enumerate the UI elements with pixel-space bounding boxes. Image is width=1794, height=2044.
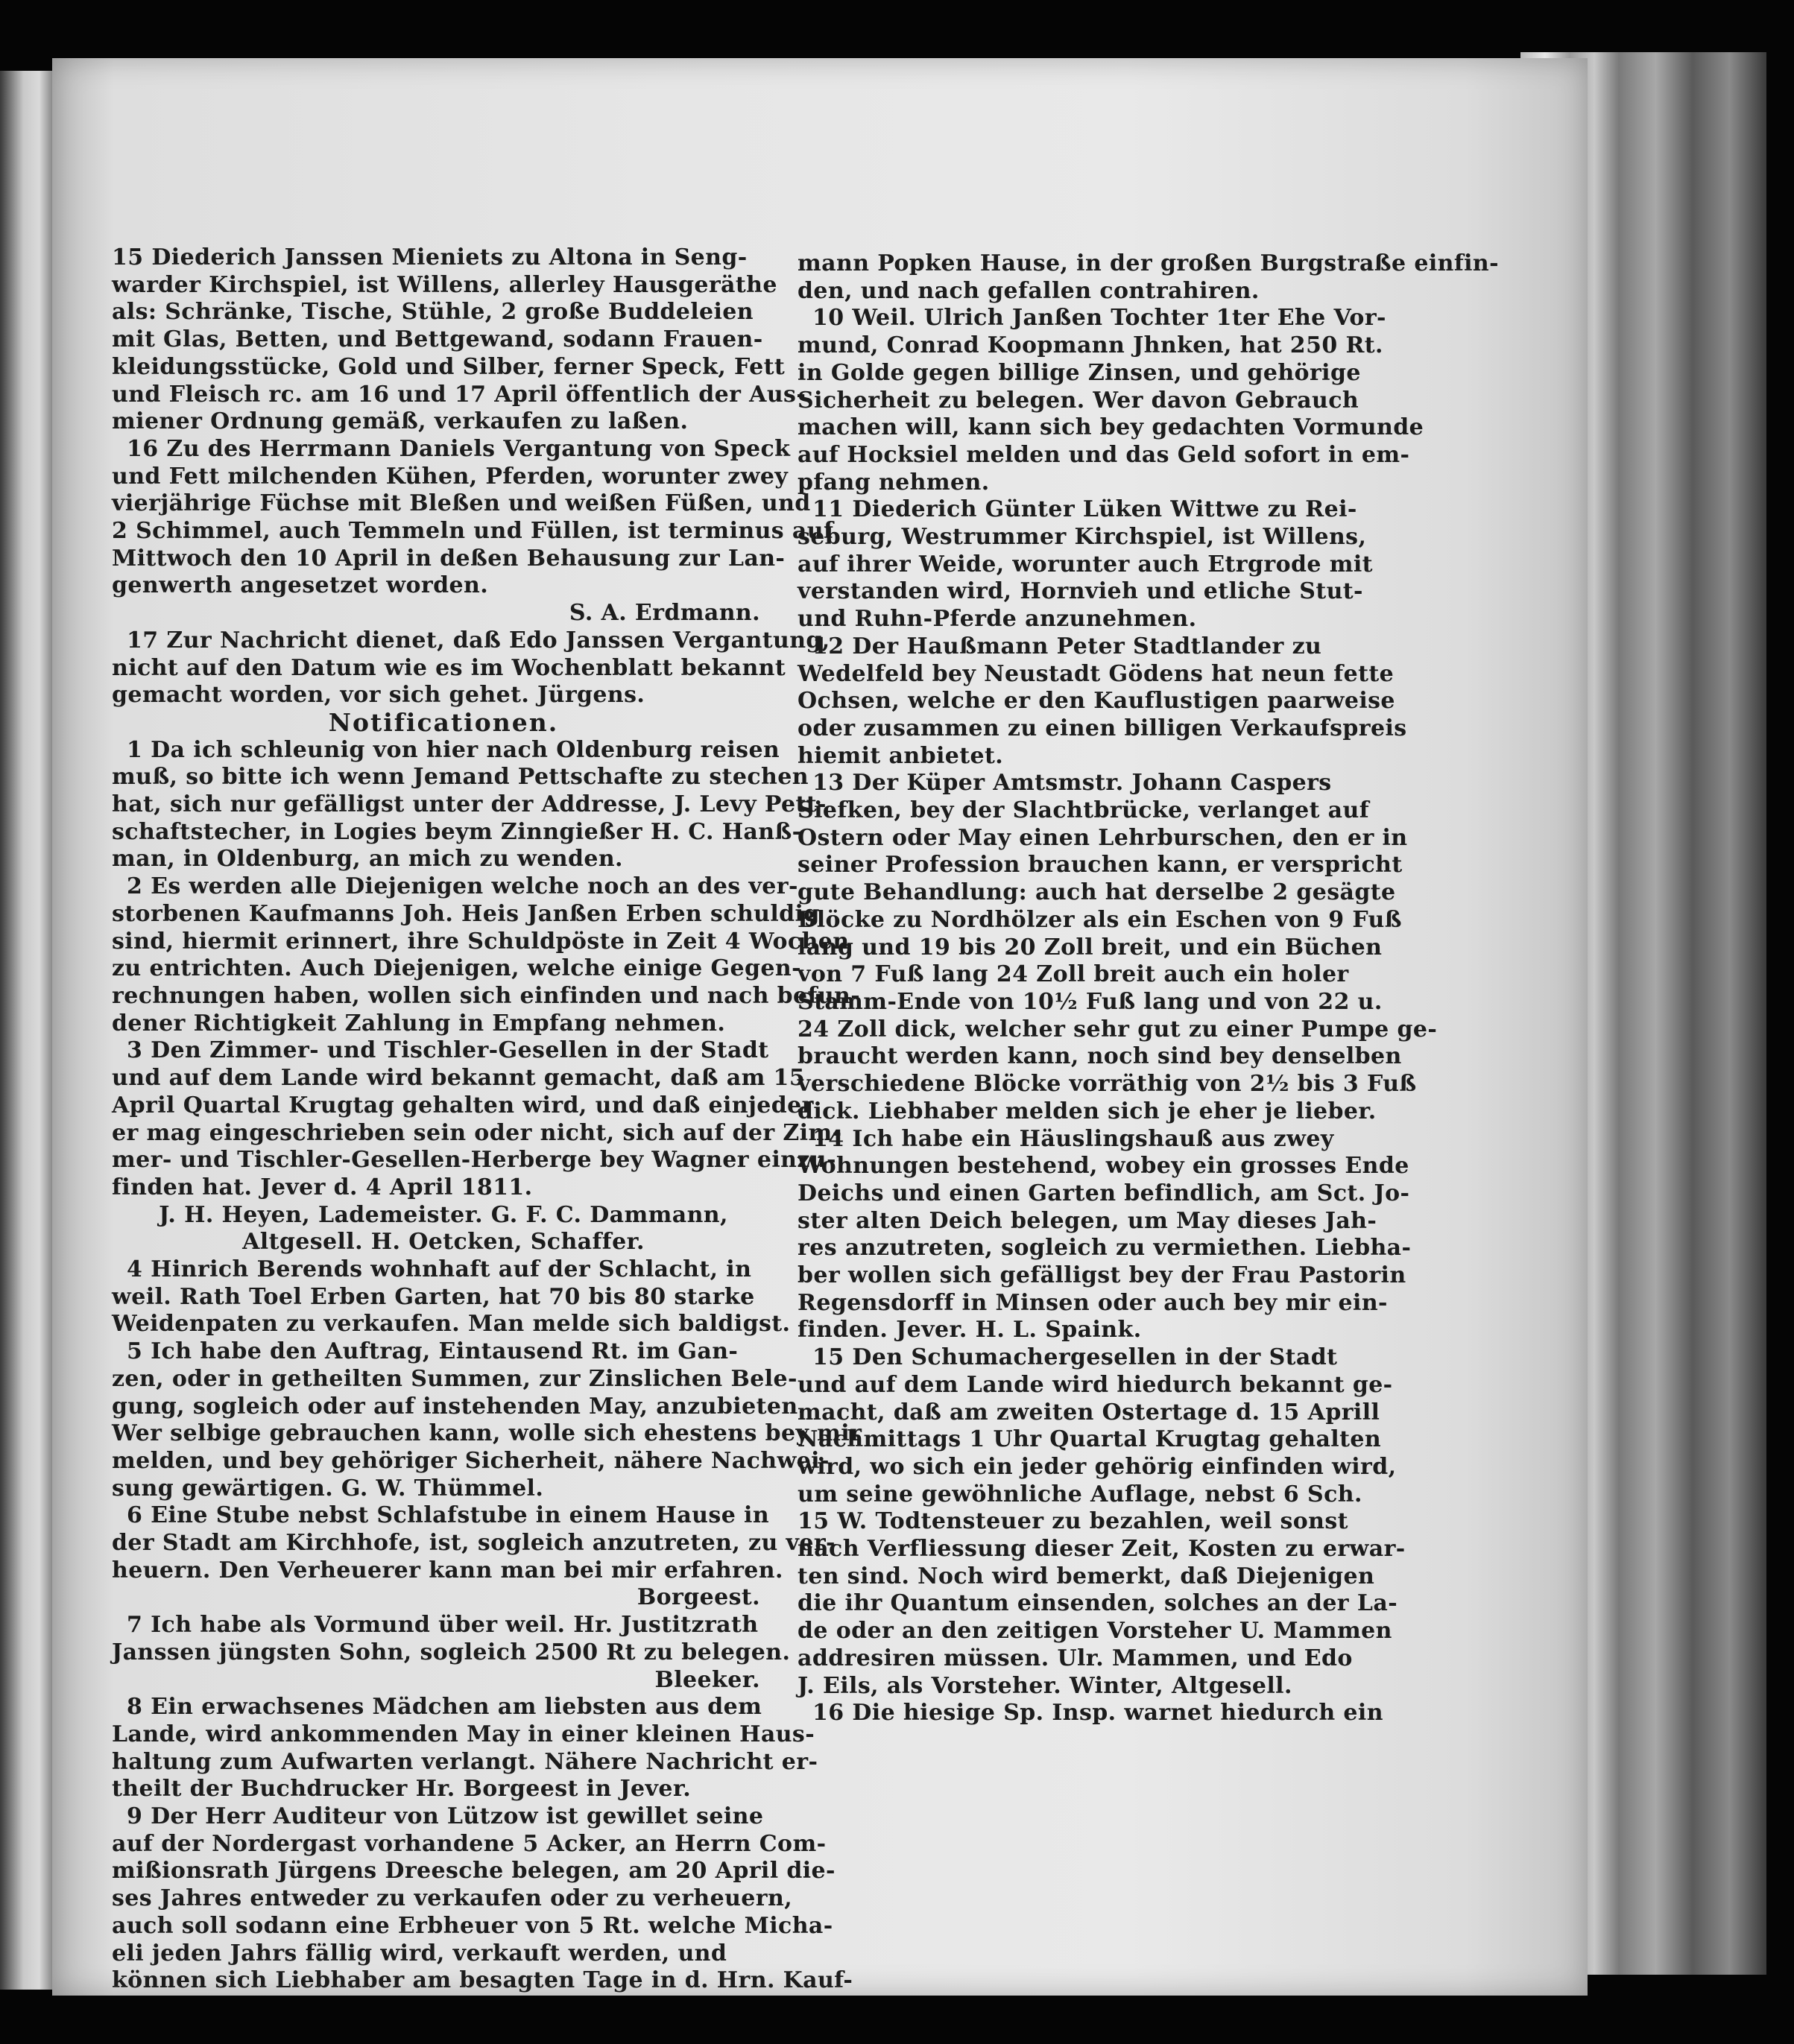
text-line: zu entrichten. Auch Diejenigen, welche einige Gegen-	[112, 955, 801, 982]
text-line: April Quartal Krugtag gehalten wird, und daß einjeder	[112, 1092, 814, 1118]
text-line: braucht werden kann, noch sind bey denselben	[797, 1043, 1402, 1070]
text-line: pfang nehmen.	[797, 469, 990, 496]
text-line: mißionsrath Jürgens Dreesche belegen, am 20 April die-	[112, 1858, 836, 1885]
text-line: auf der Nordergast vorhandene 5 Acker, an Herrn Com-	[112, 1830, 827, 1857]
text-line: Sicherheit zu belegen. Wer davon Gebrauch	[797, 387, 1359, 414]
text-line: 6 Eine Stube nebst Schlafstube in einem Hause in	[127, 1502, 770, 1529]
text-line: Weidenpaten zu verkaufen. Man melde sich baldigst.	[112, 1311, 791, 1338]
text-line: seburg, Westrummer Kirchspiel, ist Willens,	[797, 524, 1367, 551]
text-line: haltung zum Aufwarten verlangt. Nähere Nachricht er-	[112, 1748, 818, 1775]
text-line: hiemit anbietet.	[797, 742, 1004, 769]
text-line: Wedelfeld bey Neustadt Gödens hat neun fette	[797, 660, 1395, 687]
text-line: sung gewärtigen. G. W. Thümmel.	[112, 1475, 544, 1502]
text-line: finden hat. Jever d. 4 April 1811.	[112, 1174, 533, 1200]
document-page	[52, 58, 1588, 1996]
text-line: gute Behandlung: auch hat derselbe 2 gesägte	[797, 879, 1396, 906]
text-line: weil. Rath Toel Erben Garten, hat 70 bis 80 starke	[112, 1283, 755, 1310]
text-line: und auf dem Lande wird bekannt gemacht, daß am 15	[112, 1065, 806, 1092]
text-line: res anzutreten, sogleich zu vermiethen. Liebha-	[797, 1235, 1412, 1262]
text-line: 13 Der Küper Amtsmstr. Johann Caspers	[812, 770, 1332, 797]
text-line: J. Eils, als Vorsteher. Winter, Altgesell.	[797, 1672, 1292, 1699]
text-line: 24 Zoll dick, welcher sehr gut zu einer Pumpe ge-	[797, 1016, 1438, 1042]
text-line: 15 Den Schumachergesellen in der Stadt	[812, 1344, 1338, 1371]
text-line: Wer selbige gebrauchen kann, wolle sich ehestens bey mir	[112, 1420, 862, 1447]
text-line: Deichs und einen Garten befindlich, am Sct. Jo-	[797, 1180, 1410, 1206]
text-line: Mittwoch den 10 April in deßen Behausung zur Lan-	[112, 545, 786, 572]
text-line: warder Kirchspiel, ist Willens, allerley Hausgeräthe	[112, 271, 777, 298]
text-line: J. H. Heyen, Lademeister. G. F. C. Dammann,	[159, 1201, 728, 1228]
text-line: verschiedene Blöcke vorräthig von 2½ bis 3 Fuß	[797, 1071, 1417, 1098]
text-line: 16 Zu des Herrmann Daniels Vergantung von Speck	[127, 435, 791, 462]
text-line: eli jeden Jahrs fällig wird, verkauft werden, und	[112, 1940, 727, 1967]
text-line: 2 Es werden alle Diejenigen welche noch an des ver-	[127, 873, 798, 900]
text-line: oder zusammen zu einen billigen Verkaufspreis	[797, 715, 1407, 741]
text-line: der Stadt am Kirchhofe, ist, sogleich anzutreten, zu ver-	[112, 1530, 836, 1557]
left-text-column	[112, 244, 862, 1995]
text-line: ster alten Deich belegen, um May dieses Jah-	[797, 1207, 1377, 1234]
text-line: sind, hiermit erinnert, ihre Schuldpöste in Zeit 4 Wochen	[112, 928, 850, 955]
text-line: theilt der Buchdrucker Hr. Borgeest in Jever.	[112, 1776, 692, 1803]
text-line: de oder an den zeitigen Vorsteher U. Mammen	[797, 1618, 1392, 1645]
text-line: 4 Hinrich Berends wohnhaft auf der Schlacht, in	[127, 1256, 752, 1283]
right-text-column	[797, 250, 1499, 1727]
text-line: Nachmittags 1 Uhr Quartal Krugtag gehalten	[797, 1426, 1382, 1453]
text-line: auf Hocksiel melden und das Geld sofort in em-	[797, 441, 1410, 468]
text-line: machen will, kann sich bey gedachten Vormunde	[797, 414, 1424, 441]
text-line: nicht auf den Datum wie es im Wochenblatt bekannt	[112, 654, 786, 681]
text-line: 9 Der Herr Auditeur von Lützow ist gewillet seine	[127, 1803, 764, 1830]
text-line: macht, daß am zweiten Ostertage d. 15 Aprill	[797, 1399, 1380, 1426]
text-line: um seine gewöhnliche Auflage, nebst 6 Sch.	[797, 1481, 1362, 1507]
text-line: Janssen jüngsten Sohn, sogleich 2500 Rt zu belegen.	[112, 1639, 791, 1665]
text-line: mit Glas, Betten, und Bettgewand, sodann Frauen-	[112, 326, 763, 353]
text-line: Ochsen, welche er den Kauflustigen paarweise	[797, 688, 1395, 715]
text-line: Siefken, bey der Slachtbrücke, verlanget auf	[797, 797, 1370, 824]
text-line: verstanden wird, Hornvieh und etliche Stut-	[797, 578, 1363, 605]
text-line: wird, wo sich ein jeder gehörig einfinden wird,	[797, 1453, 1397, 1480]
text-line: hat, sich nur gefälligst unter der Addresse, J. Levy Pett-	[112, 791, 827, 818]
text-line: man, in Oldenburg, an mich zu wenden.	[112, 846, 623, 873]
text-line: genwerth angesetzet worden.	[112, 572, 489, 599]
text-line: Altgesell. H. Oetcken, Schaffer.	[242, 1229, 645, 1256]
text-line: Borgeest.	[637, 1584, 760, 1611]
text-line: und auf dem Lande wird hiedurch bekannt ge-	[797, 1371, 1393, 1398]
text-line: finden. Jever. H. L. Spaink.	[797, 1317, 1142, 1344]
text-line: 12 Der Haußmann Peter Stadtlander zu	[812, 633, 1322, 659]
text-line: ten sind. Noch wird bemerkt, daß Diejenigen	[797, 1563, 1375, 1589]
text-line: ber wollen sich gefälligst bey der Frau Pastorin	[797, 1262, 1406, 1289]
text-line: Stamm-Ende von 10½ Fuß lang und von 22 u.	[797, 988, 1383, 1015]
text-line: von 7 Fuß lang 24 Zoll breit auch ein holer	[797, 961, 1349, 988]
text-line: 17 Zur Nachricht dienet, daß Edo Janssen Vergantung,	[127, 627, 830, 654]
text-line: Blöcke zu Nordhölzer als ein Eschen von 9 Fuß	[797, 906, 1402, 933]
text-line: melden, und bey gehöriger Sicherheit, nähere Nachwei-	[112, 1447, 830, 1474]
text-line: storbenen Kaufmanns Joh. Heis Janßen Erben schuldig	[112, 900, 820, 927]
text-line: ses Jahres entweder zu verkaufen oder zu verheuern,	[112, 1885, 793, 1912]
text-line: nach Verfliessung dieser Zeit, Kosten zu erwar-	[797, 1536, 1406, 1563]
text-line: seiner Profession brauchen kann, er verspricht	[797, 852, 1403, 879]
text-line: er mag eingeschrieben sein oder nicht, sich auf der Zim-	[112, 1119, 842, 1146]
text-line: dick. Liebhaber melden sich je eher je lieber.	[797, 1098, 1377, 1124]
left-page-edge	[0, 71, 52, 1990]
text-line: 10 Weil. Ulrich Janßen Tochter 1ter Ehe Vor-	[812, 305, 1386, 332]
text-line: Bleeker.	[654, 1666, 760, 1693]
text-line: kleidungsstücke, Gold und Silber, ferner Speck, Fett	[112, 353, 786, 380]
text-line: 7 Ich habe als Vormund über weil. Hr. Justitzrath	[127, 1612, 759, 1639]
text-line: auch soll sodann eine Erbheuer von 5 Rt. welche Micha-	[112, 1912, 833, 1939]
text-line: 11 Diederich Günter Lüken Wittwe zu Rei-	[812, 496, 1357, 523]
text-line: Regensdorff in Minsen oder auch bey mir ein-	[797, 1289, 1388, 1316]
text-line: 15 Diederich Janssen Mieniets zu Altona in Seng-	[112, 244, 748, 270]
text-line: in Golde gegen billige Zinsen, und gehörige	[797, 359, 1361, 386]
text-line: Lande, wird ankommenden May in einer kleinen Haus-	[112, 1721, 815, 1747]
text-line: den, und nach gefallen contrahiren.	[797, 277, 1260, 304]
text-line: Ostern oder May einen Lehrburschen, den er in	[797, 824, 1408, 851]
text-line: und Ruhn-Pferde anzunehmen.	[797, 606, 1197, 633]
text-line: mann Popken Hause, in der großen Burgstraße einfin-	[797, 250, 1499, 276]
text-line: gung, sogleich oder auf instehenden May, anzubieten.	[112, 1393, 806, 1420]
text-line: vierjährige Füchse mit Bleßen und weißen Füßen, und	[112, 490, 811, 517]
text-line: 3 Den Zimmer- und Tischler-Gesellen in der Stadt	[127, 1037, 769, 1064]
text-line: Wohnungen bestehend, wobey ein grosses Ende	[797, 1153, 1409, 1180]
text-line: heuern. Den Verheuerer kann man bei mir erfahren.	[112, 1557, 783, 1583]
text-line: muß, so bitte ich wenn Jemand Pettschafte zu stechen	[112, 764, 809, 791]
text-line: mer- und Tischler-Gesellen-Herberge bey Wagner einzu-	[112, 1147, 836, 1174]
text-line: gemacht worden, vor sich gehet. Jürgens.	[112, 682, 645, 709]
text-line: 15 W. Todtensteuer zu bezahlen, weil sonst	[797, 1508, 1348, 1535]
text-line: addresiren müssen. Ulr. Mammen, und Edo	[797, 1645, 1353, 1671]
text-line: schaftstecher, in Logies beym Zinngießer H. C. Hanß-	[112, 818, 802, 845]
text-line: 14 Ich habe ein Häuslingshauß aus zwey	[812, 1125, 1334, 1152]
text-line: S. A. Erdmann.	[569, 600, 760, 627]
text-line: 8 Ein erwachsenes Mädchen am liebsten aus dem	[127, 1694, 762, 1721]
text-line: 1 Da ich schleunig von hier nach Oldenburg reisen	[127, 736, 780, 763]
text-line: können sich Liebhaber am besagten Tage in d. Hrn. Kauf-	[112, 1967, 853, 1994]
text-line: zen, oder in getheilten Summen, zur Zinslichen Bele-	[112, 1365, 797, 1392]
text-line: auf ihrer Weide, worunter auch Etrgrode mit	[797, 551, 1373, 578]
text-line: lang und 19 bis 20 Zoll breit, und ein Büchen	[797, 934, 1383, 961]
text-line: 2 Schimmel, auch Temmeln und Füllen, ist terminus auf	[112, 518, 834, 545]
text-line: und Fleisch rc. am 16 und 17 April öffentlich der Aus-	[112, 381, 806, 408]
text-line: mund, Conrad Koopmann Jhnken, hat 250 Rt.	[797, 332, 1383, 359]
text-line: die ihr Quantum einsenden, solches an der La-	[797, 1590, 1398, 1617]
text-line: 5 Ich habe den Auftrag, Eintausend Rt. im Gan-	[127, 1338, 739, 1365]
text-line: als: Schränke, Tische, Stühle, 2 große Buddeleien	[112, 299, 754, 326]
text-line: rechnungen haben, wollen sich einfinden und nach befun-	[112, 982, 861, 1009]
text-line: dener Richtigkeit Zahlung in Empfang nehmen.	[112, 1010, 726, 1037]
text-line: 16 Die hiesige Sp. Insp. warnet hiedurch ein	[812, 1700, 1383, 1727]
text-line: und Fett milchenden Kühen, Pferden, worunter zwey	[112, 463, 789, 490]
text-line: miener Ordnung gemäß, verkaufen zu laßen.	[112, 408, 689, 435]
text-line: Notificationen.	[328, 707, 559, 737]
